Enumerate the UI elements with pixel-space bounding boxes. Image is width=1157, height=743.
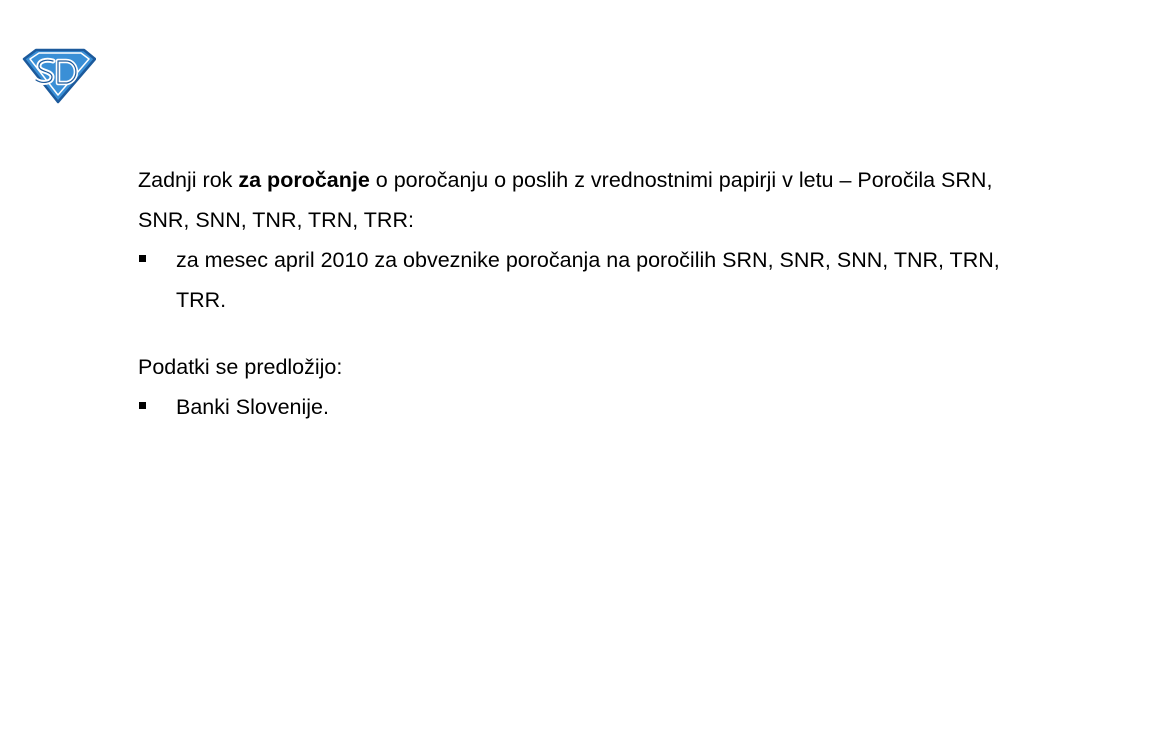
paragraph-spacer [138, 320, 1038, 347]
sd-shield-logo-icon [22, 47, 96, 105]
deadline-bold-text: za poročanje [238, 168, 370, 192]
list-item-text: Banki Slovenije. [176, 395, 329, 419]
square-bullet-icon [139, 255, 146, 262]
list-item-text: za mesec april 2010 za obveznike poročanja na poročilih SRN, SNR, SNN, TNR, TRN, TRR. [176, 248, 1000, 312]
deadline-text-start: Zadnji rok [138, 168, 239, 192]
submission-bullet-list [138, 387, 1038, 427]
deadline-text-end: o poročanju o poslih z vrednostnimi papirji v letu – Poročila SRN, SNR, SNN, TNR, TRN, TRR: [138, 168, 993, 232]
list-item [138, 240, 1026, 320]
list-item [138, 387, 1026, 427]
submission-heading: Podatki se predložijo: [138, 355, 343, 379]
deadline-bullet-list [138, 240, 1038, 320]
document-body [138, 160, 1038, 427]
square-bullet-icon [139, 402, 146, 409]
deadline-paragraph [138, 160, 1038, 240]
